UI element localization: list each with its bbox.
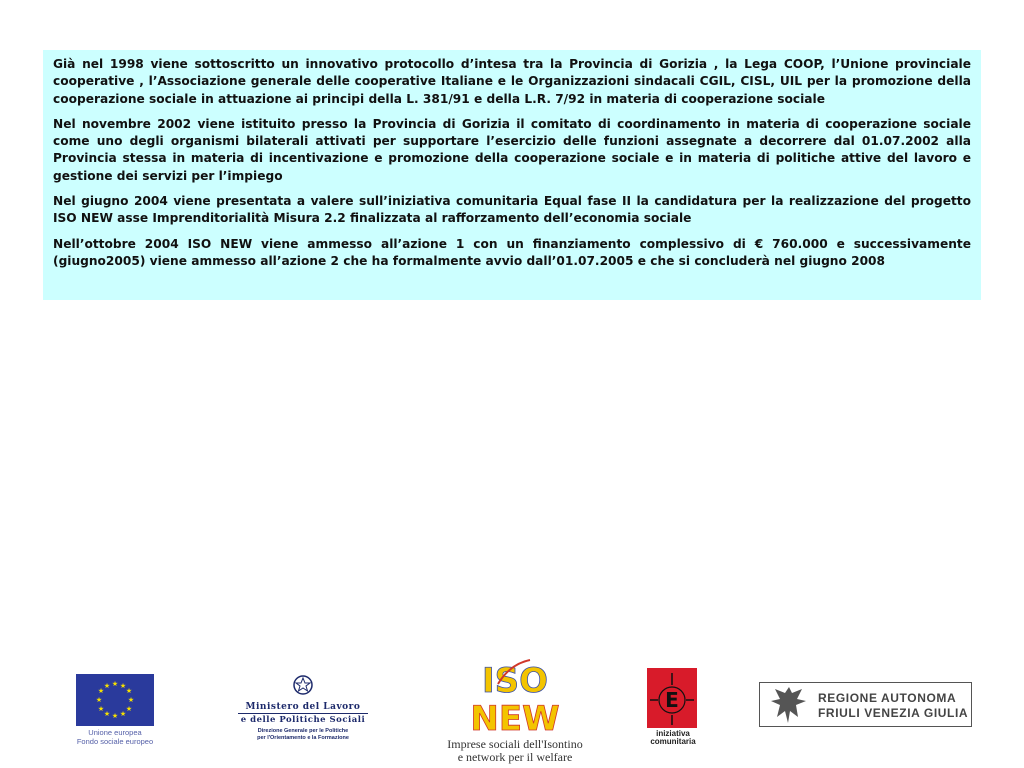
svg-text:★: ★	[125, 705, 133, 713]
svg-text:★: ★	[97, 705, 105, 713]
svg-text:★: ★	[111, 680, 119, 688]
ministero-lavoro-logo: Ministero del Lavoro e delle Politiche Sociali Direzione Generale per le Politiche per l'Orientamento e la Formazione	[238, 674, 368, 742]
eu-flag-icon	[76, 674, 154, 726]
svg-text:★: ★	[125, 687, 133, 695]
paragraph-1998: Già nel 1998 viene sottoscritto un innovativo protocollo d’intesa tra la Provincia di Gorizia , la Lega COOP, l’Unione provinciale cooperative , l’Associazione generale delle cooperative Italiane e le Organizzazioni sindacali CGIL, CISL, UIL per la promozione della cooperazione sociale in attuazione ai principi della L. 381/91 e della L.R. 7/92 in materia di cooperazione sociale	[53, 57, 971, 106]
paragraph-2002: Nel novembre 2002 viene istituito presso la Provincia di Gorizia il comitato di coordinamento in materia di cooperazione sociale come uno degli organismi bilaterali attivati per supportare l’esercizio delle funzioni assegnate a decorrere dal 01.07.2002 alla Provincia stessa in materia di incentivazione e promozione della cooperazione sociale e in materia di politiche attive del lavoro e gestione dei servizi per l’impiego	[53, 116, 971, 183]
svg-text:★: ★	[103, 710, 111, 718]
eagle-icon	[764, 683, 814, 726]
regione-fvg-logo	[759, 682, 972, 727]
paragraph-ottobre-2004: Nell’ottobre 2004 ISO NEW viene ammesso all’azione 1 con un finanziamento complessivo di € 760.000 e successivamente (giugno2005) viene ammesso all’azione 2 che ha formalmente avvio dall’01.07.2005 e che si concluderà nel giugno 2008	[53, 236, 971, 268]
svg-text:★: ★	[97, 687, 105, 695]
equal-emblem-icon	[647, 668, 697, 728]
iso-word: ISO	[481, 661, 549, 701]
equal-label: iniziativa comunitaria	[650, 729, 696, 746]
new-word: NEW	[470, 699, 560, 734]
svg-text:★: ★	[95, 696, 103, 704]
regione-text: REGIONE AUTONOMA FRIULI VENEZIA GIULIA	[818, 691, 969, 720]
ministero-subtitle: Direzione Generale per le Politiche per l'Orientamento e la Formazione	[257, 728, 349, 741]
italian-emblem-icon	[292, 674, 314, 696]
eu-logo	[76, 674, 154, 746]
svg-text:★: ★	[127, 696, 135, 704]
text-panel	[43, 50, 981, 300]
svg-text:★: ★	[111, 712, 119, 720]
paragraph-giugno-2004: Nel giugno 2004 viene presentata a valere sull’iniziativa comunitaria Equal fase II la candidatura per la realizzazione del progetto ISO NEW asse Imprenditorialità Misura 2.2 finalizzata al rafforzamento dell’economia sociale	[53, 194, 971, 226]
svg-text:★: ★	[103, 682, 111, 690]
iso-new-wordmark	[440, 654, 590, 734]
svg-text:★: ★	[119, 682, 127, 690]
equal-letter: E	[665, 688, 679, 712]
eu-caption: Unione europea Fondo sociale europeo	[76, 728, 154, 746]
iso-new-logo	[440, 654, 590, 764]
svg-text:★: ★	[119, 710, 127, 718]
equal-logo	[647, 668, 699, 746]
iso-new-caption: Imprese sociali dell'Isontino e network per il welfare	[447, 737, 583, 764]
